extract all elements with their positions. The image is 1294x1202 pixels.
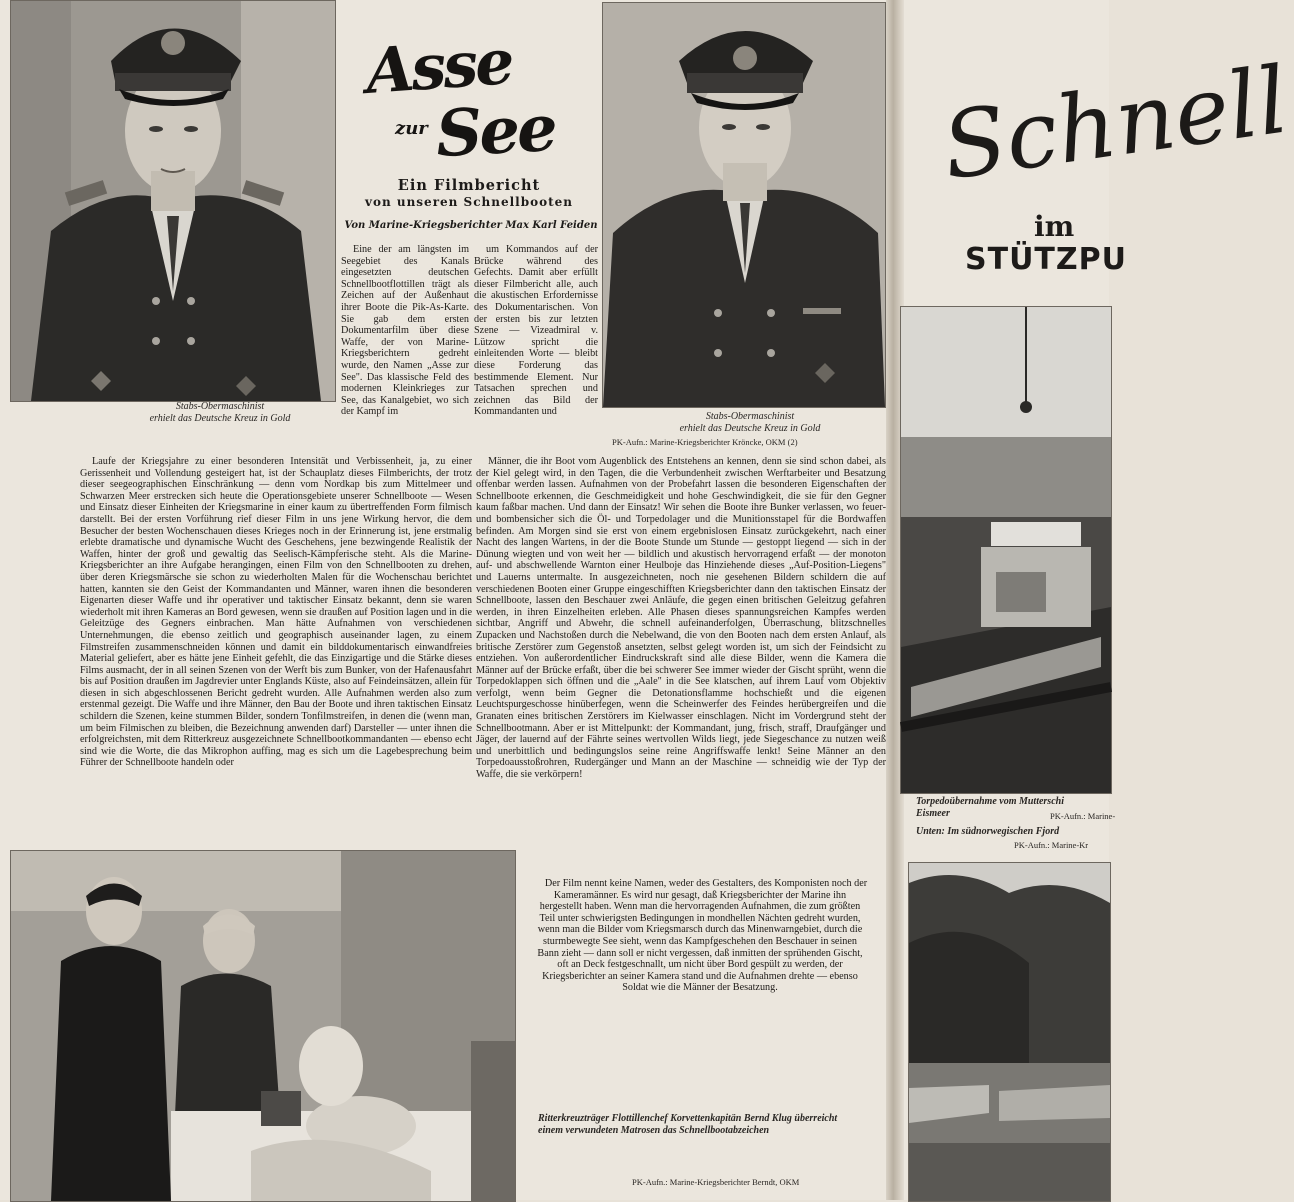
article-title-word1: Asse	[363, 25, 514, 108]
article-subtitle	[334, 178, 604, 210]
article-wide-right-paragraph: Männer, die ihr Boot vom Augenblick des Entstehens an kennen, denn sie sind schon dabei, als der Kiel gelegt wird, in den Tagen, die die Verbundenheit zwischen Werftarbeiter und Besatzung offenbar werden lassen. Aufnahmen von der Probefahrt lassen die besonderen Eigenschaften der Schnellboote erkennen, die Geschmeidigkeit und hohe Geschwindigkeit, die sie für den Gegner kaum faßbar machen. Und dann der Einsatz! Wir sehen die Boote ihre Bunker verlassen, wo feuer- und bombensicher sich die Öl- und Torpedolager und die Munitionsstapel für die Bordwaffen befinden. Am Morgen sind sie erst von einem ergebnislosen Einsatz zurückgekehrt, nach einer Nacht des langen Wartens, in der die Boote Stunde um Stunde — gestoppt liegend — sich in der Dünung wiegten und von weit her — bildlich und akustisch hervorragend erfaßt — der monoton auf- und abschwellende Warnton einer Heulboje das Hinziehende dieses „Auf-Position-Liegens" und Lauerns untermalte. In ausgezeichneten, noch nie gesehenen Bildern schildern die auf verschiedenen Booten einer Gruppe eingeschifften Kriegsberichter dann den taktischen Einsatz der Schnellboote, lassen den Beschauer zwei Anläufe, die gegen einen britischen Geleitzug gefahren werden, in ihren Einzelheiten erleben. Alle Phasen dieses spannungsreichen Kampfes werden sichtbar, Angriff und Abwehr, die schnell aufeinanderfolgen, Überraschung, blitzschnelles Zupacken und Nachstoßen durch die Nebelwand, die von den Booten nach dem ersten Anlauf, als britische Zerstörer zum Gegenstoß ansetzten, selbst gelegt worden ist, um sich der Feindsicht zu entziehen. Von außerordentlicher Eindruckskraft sind alle diese Bilder, wenn die Kamera die Männer auf der Brücke erfaßt, über die bei schwerer See immer wieder der Gischt sprüht, wenn die Torpedoklappen sich öffnen und die „Aale" in die See klatschen, auf ihrem Lauf vom Objektiv verfolgt, wenn beim Gegner die Detonationsflamme hochschießt und die eigenen Leuchtspurgeschosse hinüberfegen, wenn die Scheinwerfer des Feindes herübergreifen und die Granaten eines britischen Zerstörers im Kielwasser einschlagen. Nicht im Vordergrund steht der Schnellbootmann. Aber er ist Mittelpunkt: der Kommandant, jung, frisch, straff, Draufgänger und Jäger, der lauernd auf der Fährte seines wertvollen Wilds liegt, jede Siegeschance zu nutzen weiß und unerbittlich und bedingungslos seine reine Angriffswaffe lenkt! Seine Männer an den Torpedoausstoßrohren, Rudergänger und Mann an der Maschine — schneidig wie der Typ der Waffe, die sie verkörpern!	[476, 456, 886, 781]
article-column-1-paragraph: Eine der am längsten im Seegebiet des Kanals eingesetzten deutschen Schnellbootflottillen trägt als Zeichen auf der Außenhaut ihrer Boote die Pik-As-Karte. Sie gab dem ersten Dokumentarfilm über diese Waffe, der von Marine-Kriegsberichtern gedreht wurde, den Namen „Asse zur See". Das klassische Feld des modernen Kleinkrieges zur See, das Kanalgebiet, wo sich der Kampf im	[341, 244, 469, 418]
article-title-word3: See	[434, 90, 557, 173]
credit-officer-right: PK-Aufn.: Marine-Kriegsberichter Kröncke, OKM (2)	[612, 437, 798, 447]
officer-portrait-left-image	[11, 1, 335, 401]
article-wide-left	[80, 456, 472, 846]
right-page-title-script: Schnell	[936, 46, 1294, 201]
article-column-2-paragraph: um Kommandos auf der Brücke während des Gefechts. Damit aber erfüllt dieser Filmbericht alle, auch die akustischen Erfordernisse des Dokumentarischen. Von der ersten bis zur letzten Szene — Vizeadmiral v. Lützow spricht die einleitenden Worte — bleibt diese Forderung das bestimmende Element. Nur Tatsachen sprechen und zeichnen das Bild der Kommandanten und	[474, 244, 598, 418]
right-caption-torpedo-line2: Eismeer	[916, 808, 950, 819]
fjord-image	[909, 863, 1110, 1201]
right-caption-fjord: Unten: Im südnorwegischen Fjord	[916, 826, 1060, 837]
right-page	[904, 0, 1294, 1200]
photo-officer-left	[10, 0, 336, 402]
caption-officer-right	[650, 411, 850, 435]
article-subtitle-line1: Ein Filmbericht	[397, 177, 541, 194]
right-page-title-caps: STÜTZPU	[965, 242, 1127, 277]
right-credit-torpedo: PK-Aufn.: Marine-	[1050, 811, 1116, 821]
article-wide-left-paragraph: Laufe der Kriegsjahre zu einer besonderen Intensität und Verbissenheit, ja, zu einer Gerissenheit und Vollendung gesteigert hat, ist der Schauplatz dieses Filmberichts, der trotz dieser seegeographischen Einschränkung — denn vom Nordkap bis zum Mittelmeer und Schwarzen Meer erstrecken sich heute die Operationsgebiete unserer Schnellboote — Wesen und Einsatz dieser Einheiten der Kriegsmarine in einer kaum zu übertreffenden Form filmisch darstellt. Bei der ersten Vorführung rief dieser Film in uns jene Wirkung hervor, die dem Besucher der besten Wochenschauen dieses Krieges noch in der Erinnerung ist, jene erstmalig erlebte dramatische und dynamische Wucht des Geschehens, jene bezwingende Realistik der Waffen, hinter der groß und gewaltig das Seelisch-Kämpferische steht. Als die Marine-Kriegsberichter an ihre Aufgabe herangingen, einen Film von den Schnellbooten zu drehen, über deren Kriegsmärsche sie schon zu wiederholten Malen für die Wochenschau berichtet hatten, kannten sie den Geist der Kommandanten und Männer, waren ihnen die besonderen Eigenarten dieser Waffe und ihr operativer und taktischer Einsatz bekannt, denn sie waren wiederholt mit ihren Kameras an Bord gewesen, wenn sie draußen auf Position lagen und in die Geleitzüge des Gegners einbrachen. Man hätte Aufnahmen von verschiedenen Unternehmungen, die ebenso zeitlich und geographisch auseinander lagen, zu einem Filmstreifen zusammenschneiden können und damit ein bilddokumentarisch einwandfreies Material geliefert, aber es hätte jene Einheit gefehlt, die das Einzigartige und die Stärke dieses Films ausmacht, der in all seinen Szenen von der Werft bis zum Bunker, von der Hafenausfahrt bis auf Position draußen im Jagdrevier unter Englands Küste, also auf Feindeinsätzen, allein für diesen in sich abgeschlossenen Bericht gedreht wurden. Alle Aufnahmen werden also zum erstenmal gezeigt. Die Waffe und ihre Männer, den Bau der Boote und ihren taktischen Einsatz schildern die Szenen, keine stummen Bilder, sondern Tonfilmstreifen, in denen die (wenn man, um beim Filmischen zu bleiben, die Bezeichnung anwenden darf) Darsteller — unter ihnen die erfolgreichsten, mit dem Ritterkreuz ausgezeichnete Schnellbootkommandanten — ebenso echt sind wie die Worte, die das Mikrophon auffing, mag es sich um die Lagebesprechung beim Führer der Schnellboote handeln oder	[80, 456, 472, 769]
right-caption-torpedo-line1: Torpedoübernahme vom Mutterschi	[916, 796, 1064, 807]
caption-officer-left-line1: Stabs-Obermaschinist	[175, 401, 265, 412]
caption-officer-right-line1: Stabs-Obermaschinist	[705, 411, 795, 422]
caption-officer-right-line2: erhielt das Deutsche Kreuz in Gold	[679, 423, 821, 434]
photo-torpedo-transfer	[900, 306, 1112, 794]
caption-award-ceremony: Ritterkreuzträger Flottillenchef Korvettenkapitän Bernd Klug überreicht einem verwundeten Matrosen das Schnellbootabzeichen	[538, 1113, 838, 1136]
article-bottom-right-paragraph: Der Film nennt keine Namen, weder des Gestalters, des Komponisten noch der Kameramänner. Es wird nur gesagt, daß Kriegsberichter der Marine ihn hergestellt haben. Wenn man die hervorragenden Aufnahmen, die zum größten Teil unter schwierigsten Bedingungen in mondhellen Nächten gedreht wurden, wenn man die Bilder vom Kriegsmarsch durch das Minenwarngebiet, durch die sturmbewegte See sieht, wenn das Kampfgeschehen den Beschauer in seinen Bann zieht — dann soll er nicht vergessen, daß inmitten der sprühenden Gischt, oft an Deck festgeschnallt, um nicht über Bord gespült zu werden, der Kriegsberichter an seiner Kamera stand und die Aufnahmen drehte — ebenso Soldat wie die Männer der Besatzung.	[537, 878, 868, 994]
photo-award-ceremony	[10, 850, 516, 1202]
article-column-1	[341, 244, 469, 457]
right-page-title-im: im	[1034, 210, 1075, 243]
article-title-word2: zur	[395, 118, 428, 139]
article-bottom-right	[532, 878, 868, 1053]
officer-portrait-right-image	[603, 3, 885, 407]
photo-officer-right	[602, 2, 886, 408]
right-credit-fjord: PK-Aufn.: Marine-Kr	[1014, 840, 1089, 850]
caption-officer-left	[120, 401, 320, 425]
caption-officer-left-line2: erhielt das Deutsche Kreuz in Gold	[149, 413, 291, 424]
photo-fjord	[908, 862, 1111, 1202]
article-wide-right	[476, 456, 886, 852]
article-byline: Von Marine-Kriegsberichter Max Karl Feiden	[344, 220, 598, 231]
credit-award-ceremony: PK-Aufn.: Marine-Kriegsberichter Berndt, OKM	[632, 1177, 800, 1187]
torpedo-transfer-image	[901, 307, 1111, 793]
award-ceremony-image	[11, 851, 515, 1201]
article-subtitle-line2: von unseren Schnellbooten	[364, 195, 574, 209]
article-column-2	[474, 244, 598, 457]
